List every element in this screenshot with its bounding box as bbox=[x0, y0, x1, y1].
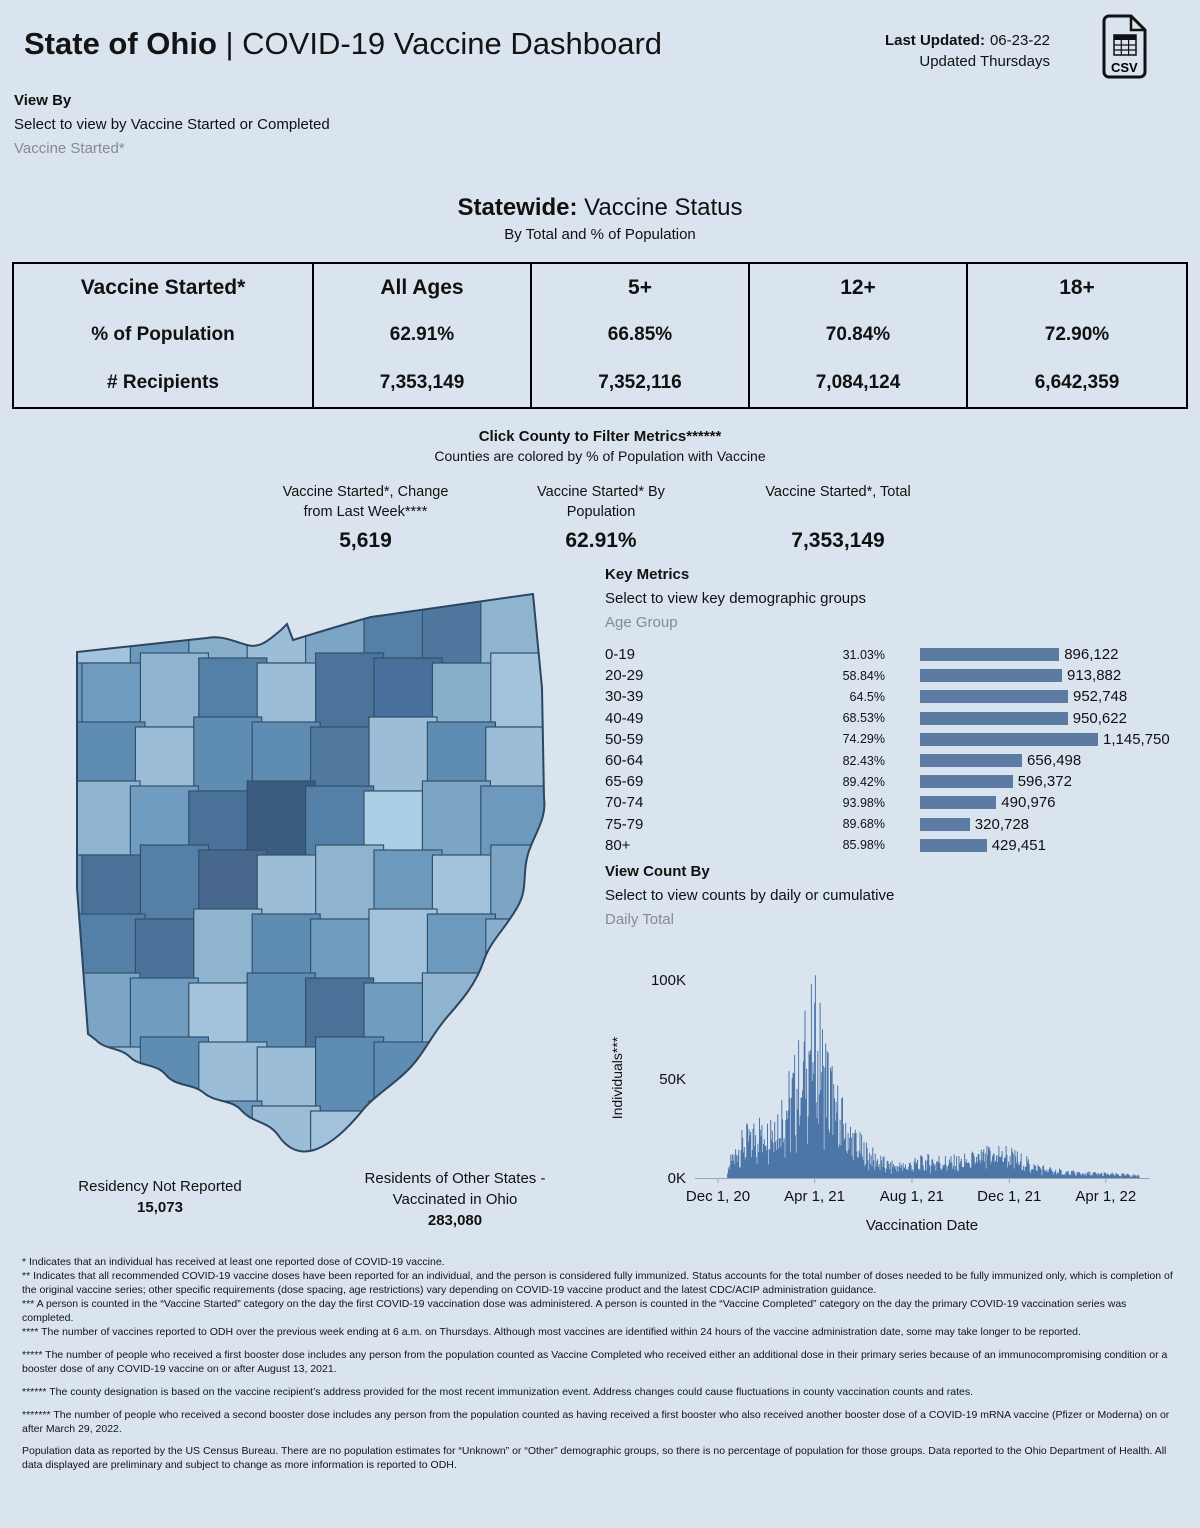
x-tick-label: Aug 1, 21 bbox=[879, 1188, 945, 1205]
age-percent-label: 85.98% bbox=[842, 838, 885, 853]
view-by-dropdown[interactable]: Vaccine Started* bbox=[14, 140, 125, 157]
footnote: **** The number of vaccines reported to ODH over the previous week ending at 6 a.m. on Thursdays. Although most vaccines are identified within 24 hours of the vaccine administration date, some may take longer to be reported. bbox=[22, 1325, 1081, 1338]
age-group-label: 30-39 bbox=[605, 688, 644, 706]
y-axis-title: Individuals*** bbox=[609, 1036, 625, 1120]
footnote: ****** The county designation is based on the vaccine recipient’s address provided for the most recent immunization event. Address changes could cause fluctuations in county vaccination counts and rates. bbox=[22, 1385, 974, 1398]
county[interactable] bbox=[247, 973, 315, 1047]
metric-label: Vaccine Started*, Change from Last Week**** bbox=[282, 484, 449, 520]
updated-note: Updated Thursdays bbox=[919, 53, 1050, 70]
metric-started-total bbox=[713, 483, 963, 555]
metric-label: Vaccine Started* By Population bbox=[537, 484, 665, 520]
age-group-label: 50-59 bbox=[605, 730, 644, 748]
table-row-label: % of Population bbox=[14, 312, 314, 360]
table-row-label: # Recipients bbox=[14, 359, 314, 407]
table-cell: 7,352,116 bbox=[532, 359, 750, 407]
county[interactable] bbox=[422, 781, 490, 855]
view-count-by-title: View Count By bbox=[605, 863, 710, 880]
county[interactable] bbox=[369, 909, 437, 983]
footnote: ***** The number of people who received a first booster dose includes any person from the population counted as Vaccine Completed who received either an additional dose in their primary series because of an immunocompromising condition or a booster dose of any COVID-19 vaccine on or after August 13, 2021. bbox=[22, 1348, 1168, 1375]
age-count-label: 320,728 bbox=[974, 815, 1030, 833]
table-cell: 62.91% bbox=[314, 312, 532, 360]
age-row bbox=[605, 814, 1185, 835]
age-count-label: 913,882 bbox=[1067, 667, 1122, 685]
table-header-cell: All Ages bbox=[314, 264, 532, 312]
x-tick-label: Dec 1, 20 bbox=[685, 1188, 751, 1205]
age-group-bar-chart bbox=[605, 644, 1185, 856]
statewide-table bbox=[12, 262, 1188, 409]
age-count-label: 952,748 bbox=[1073, 688, 1128, 706]
county[interactable] bbox=[369, 1101, 437, 1175]
residency-label: Residency Not Reported bbox=[78, 1178, 242, 1195]
age-group-dropdown[interactable]: Age Group bbox=[605, 614, 678, 631]
age-group-label: 65-69 bbox=[605, 773, 644, 791]
csv-download-button[interactable] bbox=[1100, 13, 1150, 81]
county[interactable] bbox=[374, 1042, 442, 1116]
other-states-label: Residents of Other States - Vaccinated in Ohio bbox=[364, 1170, 546, 1208]
metric-change-from-last-week bbox=[273, 483, 458, 555]
age-bar-track bbox=[920, 773, 1072, 790]
age-count-label: 596,372 bbox=[1017, 773, 1072, 791]
statewide-title-rest: Vaccine Status bbox=[577, 194, 743, 221]
residency-not-reported bbox=[40, 1176, 280, 1218]
metric-label: Vaccine Started*, Total bbox=[765, 484, 911, 500]
x-tick-label: Dec 1, 21 bbox=[977, 1188, 1042, 1205]
county[interactable] bbox=[140, 845, 208, 919]
age-group-label: 40-49 bbox=[605, 709, 644, 727]
table-header-cell: 12+ bbox=[750, 264, 968, 312]
county[interactable] bbox=[252, 1106, 320, 1178]
age-row bbox=[605, 708, 1185, 729]
table-cell: 6,642,359 bbox=[1034, 372, 1120, 394]
y-tick-label: 50K bbox=[659, 1071, 686, 1088]
last-updated-value: 06-23-22 bbox=[989, 32, 1050, 49]
metric-value: 7,353,149 bbox=[791, 528, 885, 552]
page-title-rest: | COVID-19 Vaccine Dashboard bbox=[216, 26, 663, 61]
county[interactable] bbox=[432, 1047, 500, 1121]
age-bar[interactable] bbox=[920, 712, 1068, 725]
key-metrics-hint: Select to view key demographic groups bbox=[605, 590, 866, 607]
view-by-hint: Select to view by Vaccine Started or Completed bbox=[14, 116, 330, 133]
table-cell: 66.85% bbox=[532, 312, 750, 360]
statewide-title-bold: Statewide: bbox=[457, 194, 578, 221]
age-group-label: 20-29 bbox=[605, 667, 644, 685]
county[interactable] bbox=[135, 1111, 203, 1178]
age-row bbox=[605, 750, 1185, 771]
residency-value: 15,073 bbox=[137, 1199, 183, 1216]
county[interactable] bbox=[422, 589, 490, 663]
age-bar[interactable] bbox=[920, 690, 1068, 703]
age-row bbox=[605, 686, 1185, 707]
view-count-by-hint: Select to view counts by daily or cumulative bbox=[605, 887, 895, 904]
x-tick-label: Apr 1, 21 bbox=[784, 1188, 845, 1205]
x-axis-title: Vaccination Date bbox=[865, 1217, 979, 1234]
age-bar-track bbox=[920, 837, 1046, 854]
age-row bbox=[605, 792, 1185, 813]
key-metrics-control bbox=[605, 566, 866, 631]
age-bar[interactable] bbox=[920, 818, 970, 831]
age-percent-label: 58.84% bbox=[842, 668, 885, 683]
table-cell: 7,353,149 bbox=[314, 359, 532, 407]
age-group-label: 75-79 bbox=[605, 815, 644, 833]
age-bar-track bbox=[920, 710, 1127, 727]
table-header-cell: Vaccine Started* bbox=[14, 264, 314, 312]
view-by-control bbox=[14, 92, 330, 157]
county[interactable] bbox=[77, 1106, 145, 1178]
county[interactable] bbox=[247, 589, 315, 663]
county[interactable] bbox=[369, 717, 437, 791]
daily-bars bbox=[728, 975, 1140, 1178]
age-group-label: 0-19 bbox=[605, 646, 636, 664]
metric-started-by-population bbox=[511, 483, 691, 555]
age-bar-track bbox=[920, 646, 1118, 663]
county[interactable] bbox=[316, 845, 384, 919]
ohio-county-map bbox=[55, 588, 555, 1178]
age-row bbox=[605, 644, 1185, 665]
other-states-value: 283,080 bbox=[427, 1212, 483, 1229]
age-bar-track bbox=[920, 667, 1121, 684]
metric-value: 62.91% bbox=[565, 528, 637, 552]
age-bar-track bbox=[920, 752, 1081, 769]
age-bar-track bbox=[920, 688, 1127, 705]
key-metrics-title: Key Metrics bbox=[605, 566, 690, 583]
page-title-bold: State of Ohio bbox=[24, 26, 217, 61]
county[interactable] bbox=[194, 717, 262, 791]
age-group-label: 60-64 bbox=[605, 752, 644, 770]
age-bar[interactable] bbox=[920, 839, 987, 852]
county[interactable] bbox=[194, 1101, 262, 1175]
table-cell: 72.90% bbox=[1044, 324, 1110, 346]
other-states-vaccinated bbox=[330, 1168, 580, 1231]
y-tick-label: 100K bbox=[650, 972, 686, 989]
age-group-label: 70-74 bbox=[605, 794, 644, 812]
age-percent-label: 74.29% bbox=[842, 732, 885, 747]
age-percent-label: 89.42% bbox=[842, 774, 885, 789]
county[interactable] bbox=[486, 919, 554, 993]
statewide-subtitle: By Total and % of Population bbox=[504, 226, 696, 243]
age-row bbox=[605, 771, 1185, 792]
age-row bbox=[605, 729, 1185, 750]
age-percent-label: 93.98% bbox=[842, 795, 885, 810]
age-bar[interactable] bbox=[920, 669, 1062, 682]
county[interactable] bbox=[491, 845, 555, 919]
county[interactable] bbox=[481, 978, 549, 1052]
y-tick-label: 0K bbox=[667, 1170, 686, 1187]
last-updated bbox=[810, 30, 1050, 72]
age-bar[interactable] bbox=[920, 775, 1013, 788]
age-percent-label: 82.43% bbox=[842, 753, 885, 768]
age-count-label: 656,498 bbox=[1027, 752, 1082, 770]
statewide-title bbox=[0, 194, 1200, 222]
age-percent-label: 31.03% bbox=[842, 647, 885, 662]
age-count-label: 490,976 bbox=[1001, 794, 1056, 812]
age-percent-label: 64.5% bbox=[849, 689, 885, 704]
age-count-label: 1,145,750 bbox=[1103, 730, 1170, 748]
age-count-label: 429,451 bbox=[991, 836, 1046, 854]
last-updated-label: Last Updated: bbox=[884, 32, 985, 49]
age-bar[interactable] bbox=[920, 796, 996, 809]
county-filter-title: Click County to Filter Metrics****** bbox=[478, 428, 722, 445]
daily-total-dropdown[interactable]: Daily Total bbox=[605, 911, 674, 928]
county[interactable] bbox=[491, 653, 555, 727]
csv-label: CSV bbox=[1111, 60, 1138, 75]
table-header-cell: 5+ bbox=[532, 264, 750, 312]
footnote: Population data as reported by the US Census Bureau. There are no population estimates for “Unknown” or “Other” demographic groups, so there is no percentage of population for those groups. Data reported to the Ohio Department of Health. All data displayed are preliminary and subject to change as more information is reported to ODH. bbox=[22, 1445, 1167, 1472]
age-bar[interactable] bbox=[920, 754, 1022, 767]
county[interactable] bbox=[491, 1037, 555, 1111]
table-cell: 7,084,124 bbox=[750, 359, 968, 407]
footnotes bbox=[22, 1256, 1180, 1473]
age-row bbox=[605, 835, 1185, 856]
view-count-by-control bbox=[605, 863, 894, 928]
footnote: *** A person is counted in the “Vaccine Started” category on the day the first COVID-19 vaccination dose was administered. A person is counted in the “Vaccine Completed” category on the day the primary COVID-19 vaccination series was completed. bbox=[22, 1297, 1127, 1324]
daily-vaccinations-chart bbox=[600, 938, 1190, 1238]
county[interactable] bbox=[194, 909, 262, 983]
age-group-label: 80+ bbox=[605, 836, 631, 854]
view-by-label: View By bbox=[14, 92, 72, 109]
county[interactable] bbox=[247, 781, 315, 855]
age-bar-track bbox=[920, 794, 1056, 811]
footnote: * Indicates that an individual has received at least one reported dose of COVID-19 vaccine. bbox=[22, 1256, 445, 1268]
age-percent-label: 68.53% bbox=[842, 711, 885, 726]
age-bar-track bbox=[920, 816, 1029, 833]
age-count-label: 950,622 bbox=[1072, 709, 1127, 727]
age-percent-label: 89.68% bbox=[842, 817, 885, 832]
age-bar[interactable] bbox=[920, 648, 1059, 661]
county[interactable] bbox=[140, 653, 208, 727]
county[interactable] bbox=[140, 1037, 208, 1111]
page-title bbox=[24, 26, 662, 62]
age-row bbox=[605, 665, 1185, 686]
age-count-label: 896,122 bbox=[1064, 646, 1119, 664]
age-bar-track bbox=[920, 731, 1170, 748]
footnote: ** Indicates that all recommended COVID-19 vaccine doses have been reported for an individual, and the person is considered fully immunized. Status accounts for the total number of doses needed to be fully immunized only, which is completion of the original vaccine series; other specific requirements (dose spacing, age restrictions) vary depending on COVID-19 vaccine product and the latest CDC/ACIP administration guidance. bbox=[22, 1269, 1173, 1296]
x-tick-label: Apr 1, 22 bbox=[1075, 1188, 1137, 1205]
county[interactable] bbox=[316, 653, 384, 727]
table-cell: 70.84% bbox=[750, 312, 968, 360]
metric-value: 5,619 bbox=[339, 528, 392, 552]
table-header-cell: 18+ bbox=[1059, 275, 1095, 299]
csv-file-icon bbox=[1100, 13, 1150, 81]
county-filter-subtitle: Counties are colored by % of Population with Vaccine bbox=[434, 448, 766, 464]
footnote: ******* The number of people who received a second booster dose includes any person from the population counted as having received a first booster who also received another booster dose of a COVID-19 mRNA vaccine (Pfizer or Moderna) on or after March 29, 2022. bbox=[22, 1408, 1170, 1435]
age-bar[interactable] bbox=[920, 733, 1098, 746]
